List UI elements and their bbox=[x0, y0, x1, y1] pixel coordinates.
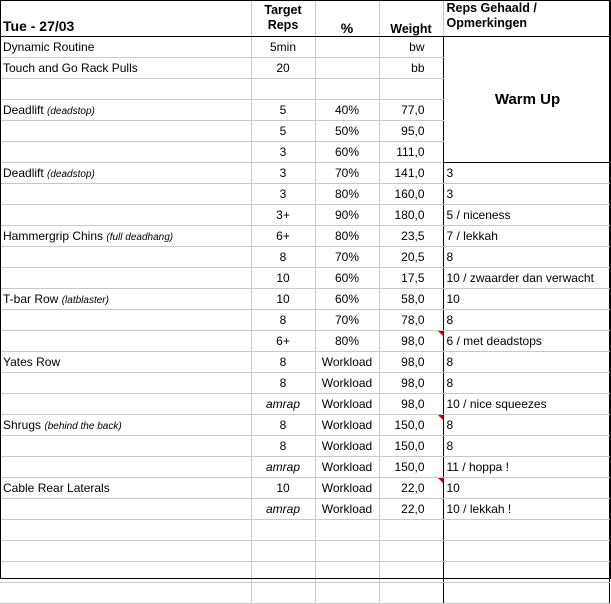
empty-row bbox=[0, 520, 609, 541]
notes-header-line2: Opmerkingen bbox=[446, 16, 528, 30]
target-reps-cell[interactable] bbox=[251, 478, 315, 499]
exercise-cell[interactable] bbox=[0, 478, 251, 499]
reps-done-cell-text: 6 / met deadstops bbox=[446, 334, 542, 348]
exercise-cell[interactable] bbox=[0, 394, 251, 415]
reps-done-cell[interactable] bbox=[443, 226, 609, 247]
reps-done-cell-text: 8 bbox=[446, 418, 454, 432]
weight-cell[interactable] bbox=[379, 100, 443, 121]
reps-done-cell-text: 8 bbox=[446, 313, 454, 327]
target-reps-cell-text: 8 bbox=[279, 418, 287, 432]
percent-cell[interactable] bbox=[315, 184, 379, 205]
reps-done-cell-text: 10 / nice squeezes bbox=[446, 397, 547, 411]
weight-cell[interactable] bbox=[379, 184, 443, 205]
reps-done-cell-text: 10 bbox=[446, 481, 460, 495]
target-reps-cell-text: 5 bbox=[279, 103, 287, 117]
reps-done-cell[interactable] bbox=[443, 436, 609, 457]
target-reps-cell[interactable] bbox=[251, 541, 315, 562]
target-reps-cell[interactable] bbox=[251, 310, 315, 331]
exercise-note: (deadstop) bbox=[47, 106, 95, 117]
percent-cell[interactable] bbox=[315, 163, 379, 184]
target-reps-cell[interactable] bbox=[251, 562, 315, 583]
weight-cell[interactable] bbox=[379, 205, 443, 226]
reps-done-cell-text: 8 bbox=[446, 250, 454, 264]
weight-cell-text: 77,0 bbox=[401, 103, 425, 117]
set-row bbox=[0, 457, 609, 478]
weight-cell[interactable] bbox=[379, 394, 443, 415]
exercise-cell[interactable] bbox=[0, 541, 251, 562]
target-reps-cell[interactable] bbox=[251, 205, 315, 226]
percent-cell-text: Workload bbox=[321, 355, 373, 369]
percent-cell[interactable] bbox=[315, 226, 379, 247]
percent-cell[interactable] bbox=[315, 373, 379, 394]
exercise-cell[interactable] bbox=[0, 583, 251, 604]
exercise-cell[interactable] bbox=[0, 100, 251, 121]
set-row bbox=[0, 478, 609, 499]
target-reps-cell-text: 10 bbox=[276, 481, 290, 495]
exercise-cell[interactable] bbox=[0, 247, 251, 268]
weight-cell[interactable] bbox=[379, 226, 443, 247]
set-row bbox=[0, 268, 609, 289]
comment-indicator-icon[interactable] bbox=[438, 331, 443, 336]
percent-cell[interactable] bbox=[315, 247, 379, 268]
reps-done-cell-text: 3 bbox=[446, 187, 454, 201]
percent-cell[interactable] bbox=[315, 331, 379, 352]
weight-cell-text: bb bbox=[411, 61, 425, 75]
percent-cell[interactable] bbox=[315, 205, 379, 226]
empty-row bbox=[0, 583, 609, 604]
target-reps-cell[interactable] bbox=[251, 79, 315, 100]
percent-cell-text: 80% bbox=[334, 229, 360, 243]
target-reps-cell[interactable] bbox=[251, 226, 315, 247]
exercise-cell[interactable] bbox=[0, 457, 251, 478]
target-reps-cell[interactable] bbox=[251, 121, 315, 142]
exercise-note: (deadstop) bbox=[47, 169, 95, 180]
target-reps-cell-text: amrap bbox=[265, 460, 300, 474]
weight-cell-text: 160,0 bbox=[394, 187, 425, 201]
target-reps-cell-text: 8 bbox=[279, 376, 287, 390]
set-row bbox=[0, 373, 609, 394]
target-reps-cell-text: 10 bbox=[276, 292, 290, 306]
weight-cell-text: 150,0 bbox=[394, 460, 425, 474]
comment-indicator-icon[interactable] bbox=[438, 415, 443, 420]
percent-cell[interactable] bbox=[315, 79, 379, 100]
weight-cell-text: 141,0 bbox=[394, 166, 425, 180]
target-reps-cell[interactable] bbox=[251, 457, 315, 478]
reps-done-cell-text: 3 bbox=[446, 166, 454, 180]
weight-cell[interactable] bbox=[379, 478, 443, 499]
reps-done-cell-text: 10 / zwaarder dan verwacht bbox=[446, 271, 594, 285]
exercise-cell[interactable] bbox=[0, 79, 251, 100]
exercise-cell-text: T-bar Row bbox=[3, 292, 59, 306]
target-reps-cell-text: 8 bbox=[279, 355, 287, 369]
notes-header[interactable] bbox=[443, 0, 609, 37]
reps-done-cell[interactable] bbox=[443, 457, 609, 478]
weight-cell[interactable] bbox=[379, 457, 443, 478]
header-row bbox=[0, 0, 609, 37]
weight-cell[interactable] bbox=[379, 163, 443, 184]
percent-cell-text: 40% bbox=[334, 103, 360, 117]
exercise-cell[interactable] bbox=[0, 268, 251, 289]
target-reps-cell-text: amrap bbox=[265, 397, 300, 411]
percent-cell[interactable] bbox=[315, 100, 379, 121]
weight-cell[interactable] bbox=[379, 247, 443, 268]
target-reps-cell-text: 10 bbox=[276, 271, 290, 285]
exercise-note: (full deadhang) bbox=[106, 232, 174, 243]
weight-cell[interactable] bbox=[379, 499, 443, 520]
percent-cell-text: Workload bbox=[321, 439, 373, 453]
exercise-cell[interactable] bbox=[0, 499, 251, 520]
weight-cell[interactable] bbox=[379, 79, 443, 100]
percent-cell-text: 60% bbox=[334, 292, 360, 306]
exercise-cell[interactable] bbox=[0, 373, 251, 394]
weight-cell-text: 58,0 bbox=[401, 292, 425, 306]
notes-header-line1: Reps Gehaald / bbox=[446, 1, 537, 15]
percent-cell-text: Workload bbox=[321, 418, 373, 432]
set-row bbox=[0, 499, 609, 520]
weight-cell-text: 98,0 bbox=[401, 376, 425, 390]
weight-cell[interactable] bbox=[379, 520, 443, 541]
exercise-cell-text: Cable Rear Laterals bbox=[3, 481, 110, 495]
target-reps-cell[interactable] bbox=[251, 583, 315, 604]
target-reps-cell-text: 3 bbox=[279, 166, 287, 180]
set-row bbox=[0, 289, 609, 310]
exercise-cell[interactable] bbox=[0, 415, 251, 436]
weight-cell[interactable] bbox=[379, 37, 443, 58]
reps-done-cell-text: 7 / lekkah bbox=[446, 229, 498, 243]
target-reps-cell[interactable] bbox=[251, 415, 315, 436]
weight-cell[interactable] bbox=[379, 562, 443, 583]
weight-cell[interactable] bbox=[379, 310, 443, 331]
percent-cell[interactable] bbox=[315, 58, 379, 79]
percent-cell-text: Workload bbox=[321, 376, 373, 390]
exercise-cell[interactable] bbox=[0, 163, 251, 184]
target-reps-header[interactable] bbox=[251, 0, 315, 37]
reps-done-cell-text: 5 / niceness bbox=[446, 208, 511, 222]
percent-cell[interactable] bbox=[315, 37, 379, 58]
percent-cell[interactable] bbox=[315, 310, 379, 331]
reps-done-cell[interactable] bbox=[443, 205, 609, 226]
exercise-cell-text: Yates Row bbox=[3, 355, 61, 369]
target-reps-cell[interactable] bbox=[251, 499, 315, 520]
weight-cell-text: 150,0 bbox=[394, 418, 425, 432]
target-reps-cell-text: amrap bbox=[265, 502, 300, 516]
target-reps-cell[interactable] bbox=[251, 247, 315, 268]
target-reps-header-line2: Reps bbox=[267, 18, 299, 32]
reps-done-cell-text: 11 / hoppa ! bbox=[446, 460, 509, 474]
exercise-cell[interactable] bbox=[0, 142, 251, 163]
target-reps-cell[interactable] bbox=[251, 100, 315, 121]
percent-cell[interactable] bbox=[315, 268, 379, 289]
exercise-cell[interactable] bbox=[0, 121, 251, 142]
reps-done-cell[interactable] bbox=[443, 520, 609, 541]
reps-done-cell-text: 10 bbox=[446, 292, 460, 306]
weight-cell-text: 20,5 bbox=[401, 250, 425, 264]
reps-done-cell[interactable] bbox=[443, 373, 609, 394]
set-row bbox=[0, 310, 609, 331]
weight-cell[interactable] bbox=[379, 352, 443, 373]
percent-cell-text: 70% bbox=[334, 166, 360, 180]
target-reps-cell[interactable] bbox=[251, 373, 315, 394]
target-reps-cell[interactable] bbox=[251, 37, 315, 58]
percent-cell-text: 60% bbox=[334, 145, 360, 159]
target-reps-cell-text: 5min bbox=[269, 40, 296, 54]
percent-cell-text: Workload bbox=[321, 481, 373, 495]
set-row bbox=[0, 415, 609, 436]
reps-done-cell[interactable] bbox=[443, 184, 609, 205]
target-reps-cell[interactable] bbox=[251, 289, 315, 310]
target-reps-cell-text: 3+ bbox=[276, 208, 290, 222]
weight-cell-text: 17,5 bbox=[401, 271, 425, 285]
percent-cell-text: 80% bbox=[334, 334, 360, 348]
reps-done-cell[interactable] bbox=[443, 478, 609, 499]
percent-cell[interactable] bbox=[315, 520, 379, 541]
exercise-note: (behind the back) bbox=[44, 421, 122, 432]
weight-cell[interactable] bbox=[379, 142, 443, 163]
weight-cell-text: 98,0 bbox=[401, 397, 425, 411]
weight-cell[interactable] bbox=[379, 415, 443, 436]
percent-cell[interactable] bbox=[315, 583, 379, 604]
exercise-note: (latblaster) bbox=[61, 295, 109, 306]
percent-cell-text: Workload bbox=[321, 502, 373, 516]
percent-cell[interactable] bbox=[315, 289, 379, 310]
percent-cell-text: Workload bbox=[321, 397, 373, 411]
reps-done-cell[interactable] bbox=[443, 289, 609, 310]
reps-done-cell[interactable] bbox=[443, 163, 609, 184]
percent-cell[interactable] bbox=[315, 499, 379, 520]
percent-header[interactable]: % bbox=[315, 0, 379, 37]
reps-done-cell[interactable] bbox=[443, 415, 609, 436]
target-reps-cell[interactable] bbox=[251, 436, 315, 457]
target-reps-cell-text: 3 bbox=[279, 145, 287, 159]
reps-done-cell[interactable] bbox=[443, 562, 609, 583]
percent-cell-text: 50% bbox=[334, 124, 360, 138]
target-reps-cell-text: 8 bbox=[279, 439, 287, 453]
weight-cell-text: 95,0 bbox=[401, 124, 425, 138]
exercise-cell[interactable] bbox=[0, 562, 251, 583]
set-row bbox=[0, 205, 609, 226]
exercise-cell[interactable] bbox=[0, 352, 251, 373]
weight-cell[interactable] bbox=[379, 583, 443, 604]
weight-cell-text: 78,0 bbox=[401, 313, 425, 327]
exercise-cell-text: Shrugs bbox=[3, 418, 42, 432]
set-row bbox=[0, 226, 609, 247]
set-row bbox=[0, 247, 609, 268]
target-reps-cell[interactable] bbox=[251, 394, 315, 415]
exercise-cell[interactable] bbox=[0, 331, 251, 352]
target-reps-cell-text: 3 bbox=[279, 187, 287, 201]
target-reps-header-line1: Target bbox=[264, 3, 302, 17]
weight-cell[interactable] bbox=[379, 541, 443, 562]
exercise-cell-text: Dynamic Routine bbox=[3, 40, 95, 54]
target-reps-cell-text: 6+ bbox=[276, 229, 290, 243]
weight-cell-text: 150,0 bbox=[394, 439, 425, 453]
target-reps-cell-text: 20 bbox=[276, 61, 290, 75]
exercise-cell[interactable] bbox=[0, 310, 251, 331]
weight-cell[interactable] bbox=[379, 373, 443, 394]
set-row bbox=[0, 436, 609, 457]
set-row bbox=[0, 163, 609, 184]
percent-cell[interactable] bbox=[315, 415, 379, 436]
reps-done-cell[interactable] bbox=[443, 331, 609, 352]
exercise-cell[interactable] bbox=[0, 226, 251, 247]
weight-cell[interactable] bbox=[379, 436, 443, 457]
weight-cell-text: bw bbox=[409, 40, 425, 54]
percent-cell-text: 80% bbox=[334, 187, 360, 201]
weight-cell-text: 23,5 bbox=[401, 229, 425, 243]
set-row bbox=[0, 394, 609, 415]
warmup-label[interactable] bbox=[443, 37, 609, 163]
exercise-cell[interactable] bbox=[0, 520, 251, 541]
percent-cell[interactable] bbox=[315, 562, 379, 583]
target-reps-cell[interactable] bbox=[251, 58, 315, 79]
percent-cell[interactable] bbox=[315, 394, 379, 415]
reps-done-cell[interactable] bbox=[443, 499, 609, 520]
set-row bbox=[0, 352, 609, 373]
reps-done-cell-text: 8 bbox=[446, 376, 454, 390]
weight-cell-text: 98,0 bbox=[401, 355, 425, 369]
percent-cell-text: 90% bbox=[334, 208, 360, 222]
percent-cell-text: 70% bbox=[334, 313, 360, 327]
weight-cell-text: 22,0 bbox=[401, 481, 425, 495]
exercise-cell[interactable] bbox=[0, 205, 251, 226]
percent-cell[interactable] bbox=[315, 478, 379, 499]
reps-done-cell[interactable] bbox=[443, 394, 609, 415]
comment-indicator-icon[interactable] bbox=[438, 478, 443, 483]
target-reps-cell[interactable] bbox=[251, 352, 315, 373]
weight-cell[interactable] bbox=[379, 289, 443, 310]
target-reps-cell[interactable] bbox=[251, 142, 315, 163]
percent-cell[interactable] bbox=[315, 541, 379, 562]
percent-cell-text: Workload bbox=[321, 460, 373, 474]
target-reps-cell-text: 6+ bbox=[276, 334, 290, 348]
exercise-cell[interactable] bbox=[0, 37, 251, 58]
reps-done-cell[interactable] bbox=[443, 247, 609, 268]
reps-done-cell[interactable] bbox=[443, 268, 609, 289]
exercise-cell[interactable] bbox=[0, 289, 251, 310]
reps-done-cell-text: 8 bbox=[446, 355, 454, 369]
percent-cell-text: 60% bbox=[334, 271, 360, 285]
weight-cell[interactable] bbox=[379, 331, 443, 352]
percent-cell[interactable] bbox=[315, 436, 379, 457]
target-reps-cell[interactable] bbox=[251, 184, 315, 205]
exercise-cell-text: Deadlift bbox=[3, 103, 44, 117]
warmup-label-text: Warm Up bbox=[494, 91, 561, 108]
reps-done-cell-text: 10 / lekkah ! bbox=[446, 502, 512, 516]
exercise-cell[interactable] bbox=[0, 184, 251, 205]
target-reps-cell[interactable] bbox=[251, 268, 315, 289]
empty-row bbox=[0, 541, 609, 562]
exercise-cell[interactable] bbox=[0, 436, 251, 457]
target-reps-cell-text: 8 bbox=[279, 250, 287, 264]
date-header[interactable]: Tue - 27/03 bbox=[0, 0, 251, 37]
set-row bbox=[0, 331, 609, 352]
exercise-cell-text: Hammergrip Chins bbox=[3, 229, 104, 243]
empty-row bbox=[0, 562, 609, 583]
reps-done-cell[interactable] bbox=[443, 310, 609, 331]
weight-cell-text: 98,0 bbox=[401, 334, 425, 348]
set-row bbox=[0, 184, 609, 205]
percent-cell[interactable] bbox=[315, 121, 379, 142]
weight-header[interactable]: Weight bbox=[379, 0, 443, 37]
percent-cell-text: 70% bbox=[334, 250, 360, 264]
percent-cell[interactable] bbox=[315, 457, 379, 478]
weight-cell-text: 111,0 bbox=[396, 145, 425, 159]
reps-done-cell[interactable] bbox=[443, 583, 609, 604]
weight-cell[interactable] bbox=[379, 121, 443, 142]
exercise-cell-text: Touch and Go Rack Pulls bbox=[3, 61, 138, 75]
weight-cell[interactable] bbox=[379, 268, 443, 289]
target-reps-cell[interactable] bbox=[251, 163, 315, 184]
target-reps-cell-text: 5 bbox=[279, 124, 287, 138]
target-reps-cell[interactable] bbox=[251, 520, 315, 541]
reps-done-cell-text: 8 bbox=[446, 439, 454, 453]
percent-cell[interactable] bbox=[315, 142, 379, 163]
weight-cell[interactable] bbox=[379, 58, 443, 79]
exercise-cell-text: Deadlift bbox=[3, 166, 44, 180]
weight-cell-text: 180,0 bbox=[394, 208, 425, 222]
target-reps-cell[interactable] bbox=[251, 331, 315, 352]
warmup-row bbox=[0, 37, 609, 58]
target-reps-cell-text: 8 bbox=[279, 313, 287, 327]
weight-cell-text: 22,0 bbox=[401, 502, 425, 516]
reps-done-cell[interactable] bbox=[443, 541, 609, 562]
reps-done-cell[interactable] bbox=[443, 352, 609, 373]
exercise-cell[interactable] bbox=[0, 58, 251, 79]
percent-cell[interactable] bbox=[315, 352, 379, 373]
